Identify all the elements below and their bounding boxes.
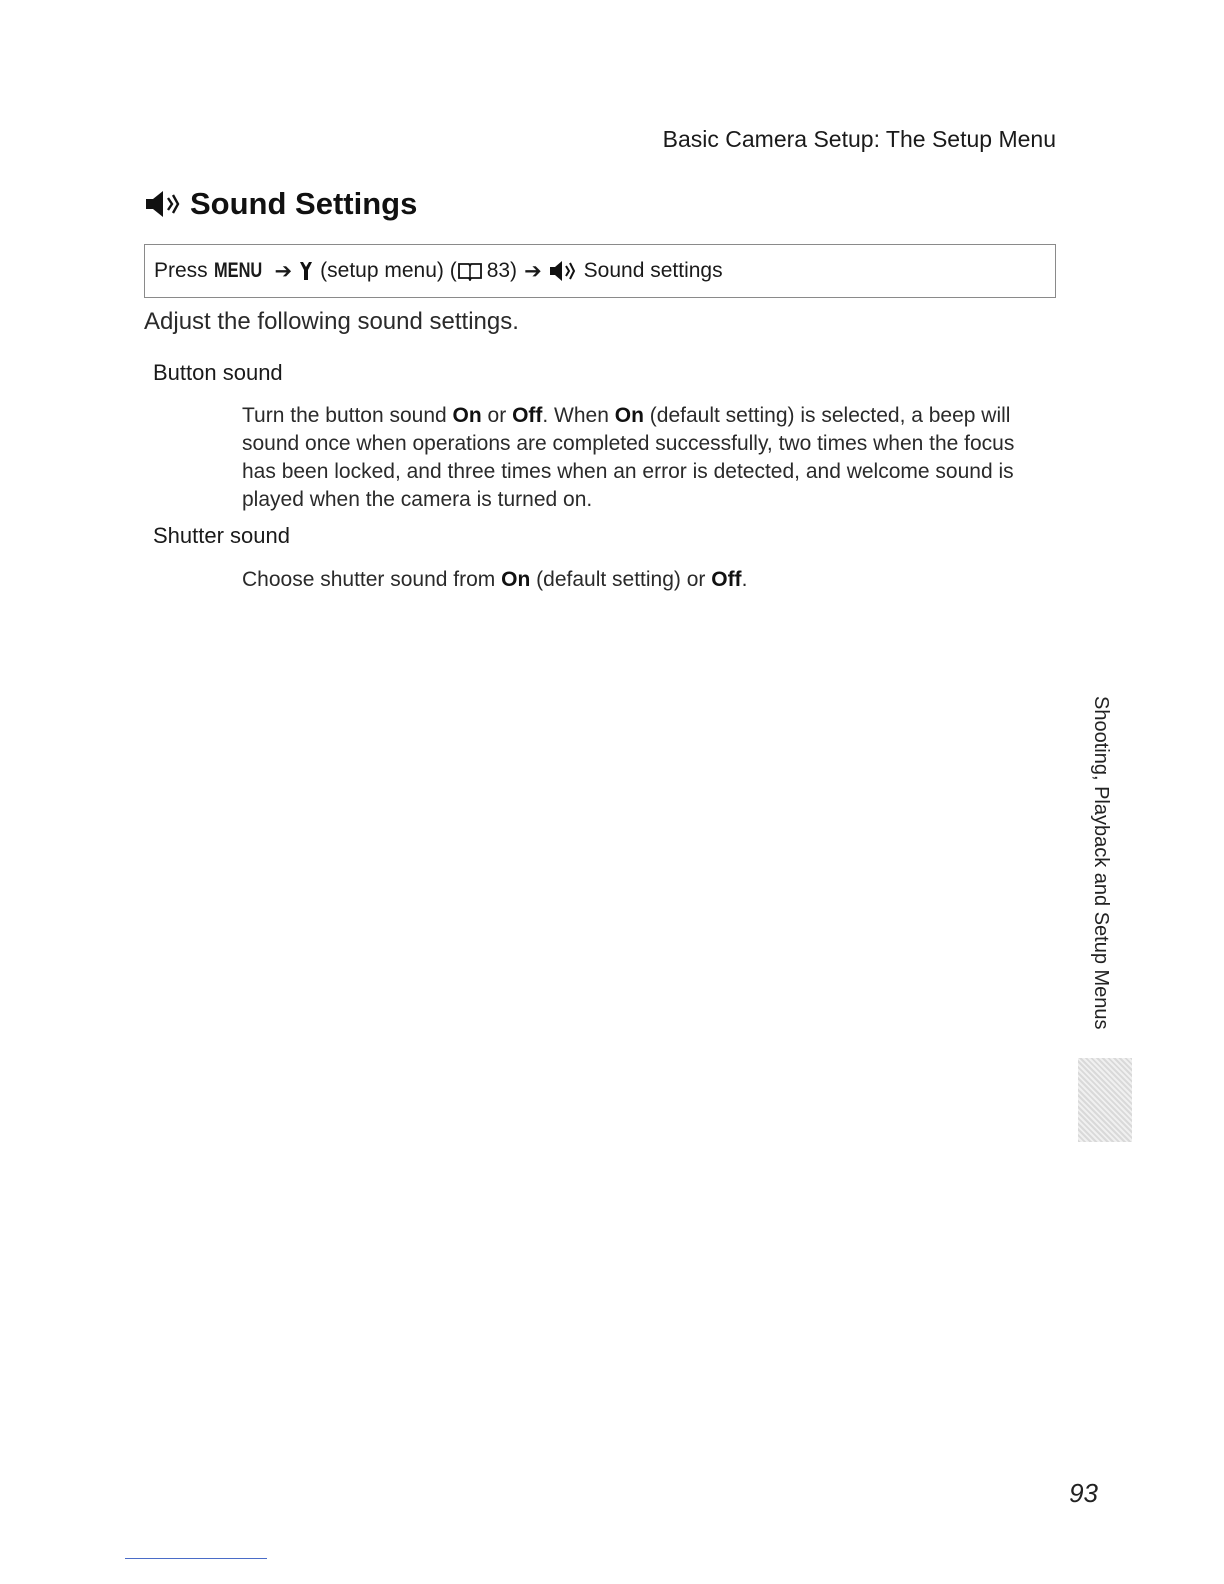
desc-button-sound: Turn the button sound On or Off. When On (default setting) is selected, a beep will sound once when operations are completed successfully, two times when the focus has been locked, and three times when an error is detected, and welcome sound is played when the camera is turned on. [242, 404, 1015, 511]
arrow-right-icon: ➔ [274, 259, 293, 283]
menu-key-label: MENU [213, 259, 262, 282]
menu-navigation-path [144, 244, 1056, 298]
chapter-tab-marker [1078, 1058, 1132, 1142]
chapter-side-tab-label: Shooting, Playback and Setup Menus [1090, 696, 1112, 1030]
speaker-sound-icon [549, 260, 579, 282]
page-number: 93 [1069, 1478, 1098, 1508]
nav-setup-menu-text: (setup menu) ( [320, 259, 457, 282]
nav-press: Press [154, 259, 208, 282]
term-shutter-sound: Shutter sound [153, 523, 290, 548]
arrow-right-icon: ➔ [524, 259, 542, 283]
page-title-text: Sound Settings [190, 186, 418, 221]
term-button-sound: Button sound [153, 360, 283, 385]
speaker-sound-icon [144, 189, 184, 219]
nav-page-reference: 83) [486, 259, 518, 282]
footer-rule [125, 1558, 267, 1559]
chapter-side-tab [1086, 696, 1116, 1042]
intro-text: Adjust the following sound settings. [144, 308, 519, 335]
book-reference-icon [457, 261, 483, 281]
desc-shutter-sound: Choose shutter sound from On (default setting) or Off. [242, 568, 748, 591]
page-title [144, 186, 417, 222]
wrench-setup-icon [299, 261, 313, 281]
nav-destination: Sound settings [583, 259, 723, 282]
section-header: Basic Camera Setup: The Setup Menu [662, 126, 1056, 152]
